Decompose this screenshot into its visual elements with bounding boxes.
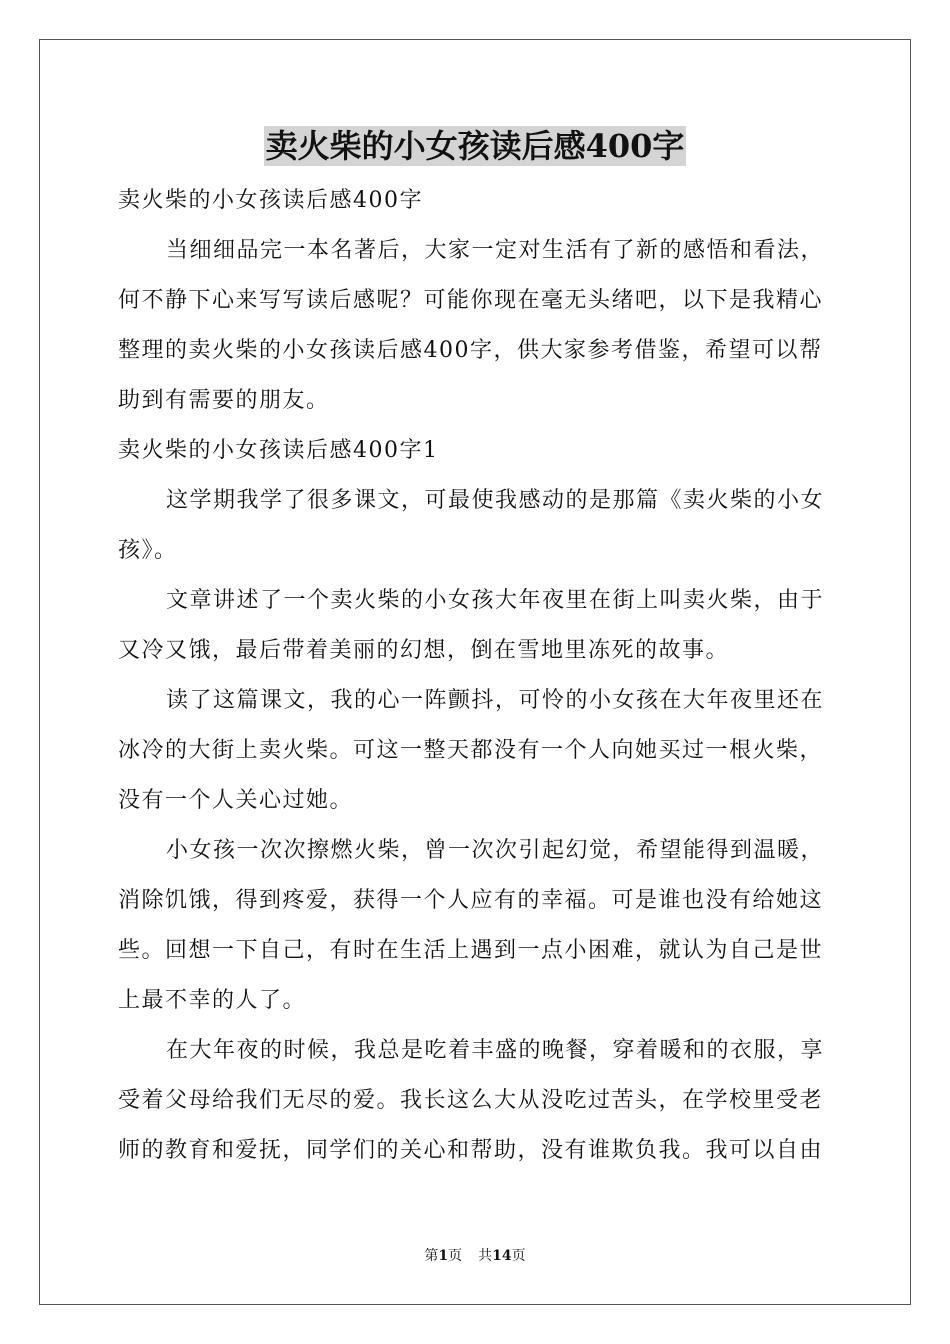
- text-line: 何不静下心来写写读后感呢？可能你现在毫无头绪吧，以下是我精心: [118, 288, 824, 313]
- footer-page-current: 1: [438, 1248, 449, 1264]
- text-line: 在大年夜的时候，我总是吃着丰盛的晚餐，穿着暖和的衣服，享: [166, 1038, 825, 1063]
- text-line: 读了这篇课文，我的心一阵颤抖，可怜的小女孩在大年夜里还在: [166, 688, 825, 713]
- footer-page-prefix: 第: [424, 1248, 439, 1264]
- text-line: 冰冷的大街上卖火柴。可这一整天都没有一个人向她买过一根火柴，: [118, 738, 824, 763]
- text-line: 小女孩一次次擦燃火柴，曾一次次引起幻觉，希望能得到温暖，: [166, 838, 825, 863]
- text-line: 受着父母给我们无尽的爱。我长这么大从没吃过苦头，在学校里受老: [118, 1088, 824, 1113]
- text-line: 师的教育和爱抚，同学们的关心和帮助，没有谁欺负我。我可以自由: [118, 1138, 824, 1163]
- document-title: 卖火柴的小女孩读后感400字: [265, 127, 685, 165]
- footer-page-total: 14: [492, 1248, 512, 1264]
- text-line: 没有一个人关心过她。: [118, 788, 354, 813]
- text-line: 又冷又饿，最后带着美丽的幻想，倒在雪地里冻死的故事。: [118, 638, 730, 663]
- text-line: 上最不幸的人了。: [118, 988, 307, 1013]
- title-area: [0, 126, 950, 166]
- footer-total-suffix: 页: [511, 1248, 526, 1264]
- text-line: 孩》。: [118, 538, 178, 563]
- text-line: 卖火柴的小女孩读后感400字1: [118, 438, 439, 463]
- text-line: 消除饥饿，得到疼爱，获得一个人应有的幸福。可是谁也没有给她这: [118, 888, 824, 913]
- text-line: 助到有需要的朋友。: [118, 388, 330, 413]
- text-line: 文章讲述了一个卖火柴的小女孩大年夜里在街上叫卖火柴，由于: [166, 588, 825, 613]
- document-body: [118, 176, 834, 1176]
- text-line: 当细细品完一本名著后，大家一定对生活有了新的感悟和看法，: [166, 238, 825, 263]
- text-line: 卖火柴的小女孩读后感400字: [118, 188, 423, 213]
- footer-total-prefix: 共: [478, 1248, 493, 1264]
- text-line: 些。回想一下自己，有时在生活上遇到一点小困难，就认为自己是世: [118, 938, 824, 963]
- page-footer: [0, 1246, 950, 1266]
- text-line: 整理的卖火柴的小女孩读后感400字，供大家参考借鉴，希望可以帮: [118, 338, 823, 363]
- footer-page-suffix: 页: [448, 1248, 463, 1264]
- text-line: 这学期我学了很多课文，可最使我感动的是那篇《卖火柴的小女: [166, 488, 825, 513]
